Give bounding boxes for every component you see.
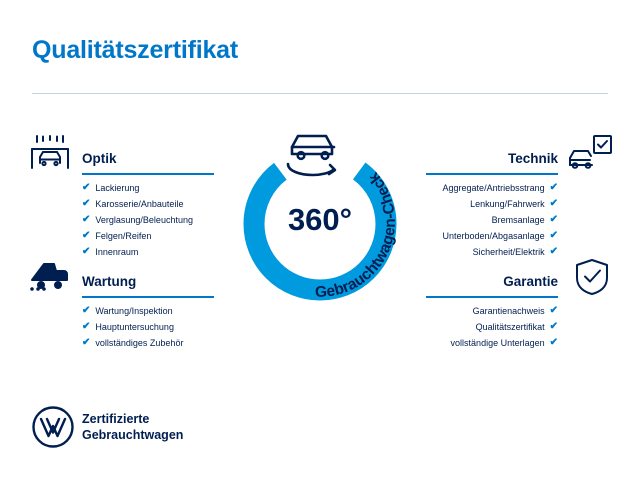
list-item — [82, 196, 193, 212]
section-heading-wartung: Wartung — [82, 274, 137, 289]
list-item — [82, 303, 183, 319]
list-item — [443, 244, 558, 260]
check-icon: ✔ — [549, 246, 558, 257]
list-item — [451, 303, 558, 319]
list-item — [451, 335, 558, 351]
section-rule-technik — [426, 173, 558, 175]
list-item — [443, 228, 558, 244]
list-item-label: Wartung/Inspektion — [95, 306, 173, 316]
list-item-label: Unterboden/Abgasanlage — [442, 231, 545, 241]
section-list-garantie — [451, 303, 558, 351]
list-item — [443, 196, 558, 212]
check-icon: ✔ — [82, 214, 91, 225]
360-check-badge — [224, 118, 416, 310]
car-rotate-icon — [280, 124, 360, 185]
vw-logo — [32, 406, 74, 453]
list-item — [82, 319, 183, 335]
check-icon: ✔ — [549, 182, 558, 193]
check-icon: ✔ — [82, 305, 91, 316]
list-item — [82, 212, 193, 228]
check-icon: ✔ — [549, 305, 558, 316]
list-item — [451, 319, 558, 335]
check-icon: ✔ — [549, 337, 558, 348]
badge-degree-label: 360° — [287, 202, 353, 237]
check-icon: ✔ — [82, 198, 91, 209]
list-item — [82, 244, 193, 260]
list-item-label: Qualitätszertifikat — [475, 322, 545, 332]
car-wash-icon — [30, 135, 72, 174]
check-icon: ✔ — [549, 214, 558, 225]
list-item-label: Bremsanlage — [491, 215, 545, 225]
check-icon: ✔ — [549, 230, 558, 241]
check-icon: ✔ — [549, 198, 558, 209]
list-item — [82, 228, 193, 244]
footer-text — [82, 411, 183, 443]
page-title: Qualitätszertifikat — [32, 36, 238, 64]
footer-line-1: Zertifizierte — [82, 412, 150, 426]
car-lift-icon — [28, 258, 74, 297]
section-rule-optik — [82, 173, 214, 175]
list-item-label: Sicherheit/Elektrik — [472, 247, 545, 257]
section-list-technik — [443, 180, 558, 260]
check-icon: ✔ — [82, 230, 91, 241]
check-icon: ✔ — [82, 321, 91, 332]
car-checklist-icon — [568, 135, 612, 174]
section-heading-technik: Technik — [507, 151, 558, 166]
section-rule-wartung — [82, 296, 214, 298]
list-item-label: vollständige Unterlagen — [450, 338, 545, 348]
list-item-label: Hauptuntersuchung — [95, 322, 174, 332]
list-item-label: Lackierung — [95, 183, 140, 193]
check-icon: ✔ — [82, 246, 91, 257]
list-item-label: Felgen/Reifen — [95, 231, 152, 241]
section-list-optik — [82, 180, 193, 260]
footer-line-2: Gebrauchtwagen — [82, 428, 184, 442]
list-item-label: Karosserie/Anbauteile — [95, 199, 184, 209]
check-icon: ✔ — [549, 321, 558, 332]
list-item — [443, 180, 558, 196]
list-item-label: vollständiges Zubehör — [95, 338, 184, 348]
check-icon: ✔ — [82, 182, 91, 193]
shield-check-icon — [574, 258, 610, 301]
section-heading-optik: Optik — [82, 151, 117, 166]
list-item-label: Aggregate/Antriebsstrang — [442, 183, 545, 193]
list-item-label: Innenraum — [95, 247, 139, 257]
list-item-label: Garantienachweis — [472, 306, 545, 316]
list-item — [82, 180, 193, 196]
section-rule-garantie — [426, 296, 558, 298]
check-icon: ✔ — [82, 337, 91, 348]
title-divider — [32, 93, 608, 94]
section-list-wartung — [82, 303, 183, 351]
svg-text:Gebrauchtwagen-Check: Gebrauchtwagen-Check — [314, 168, 400, 301]
list-item-label: Verglasung/Beleuchtung — [95, 215, 193, 225]
list-item-label: Lenkung/Fahrwerk — [470, 199, 545, 209]
list-item — [443, 212, 558, 228]
list-item — [82, 335, 183, 351]
section-heading-garantie: Garantie — [503, 274, 558, 289]
